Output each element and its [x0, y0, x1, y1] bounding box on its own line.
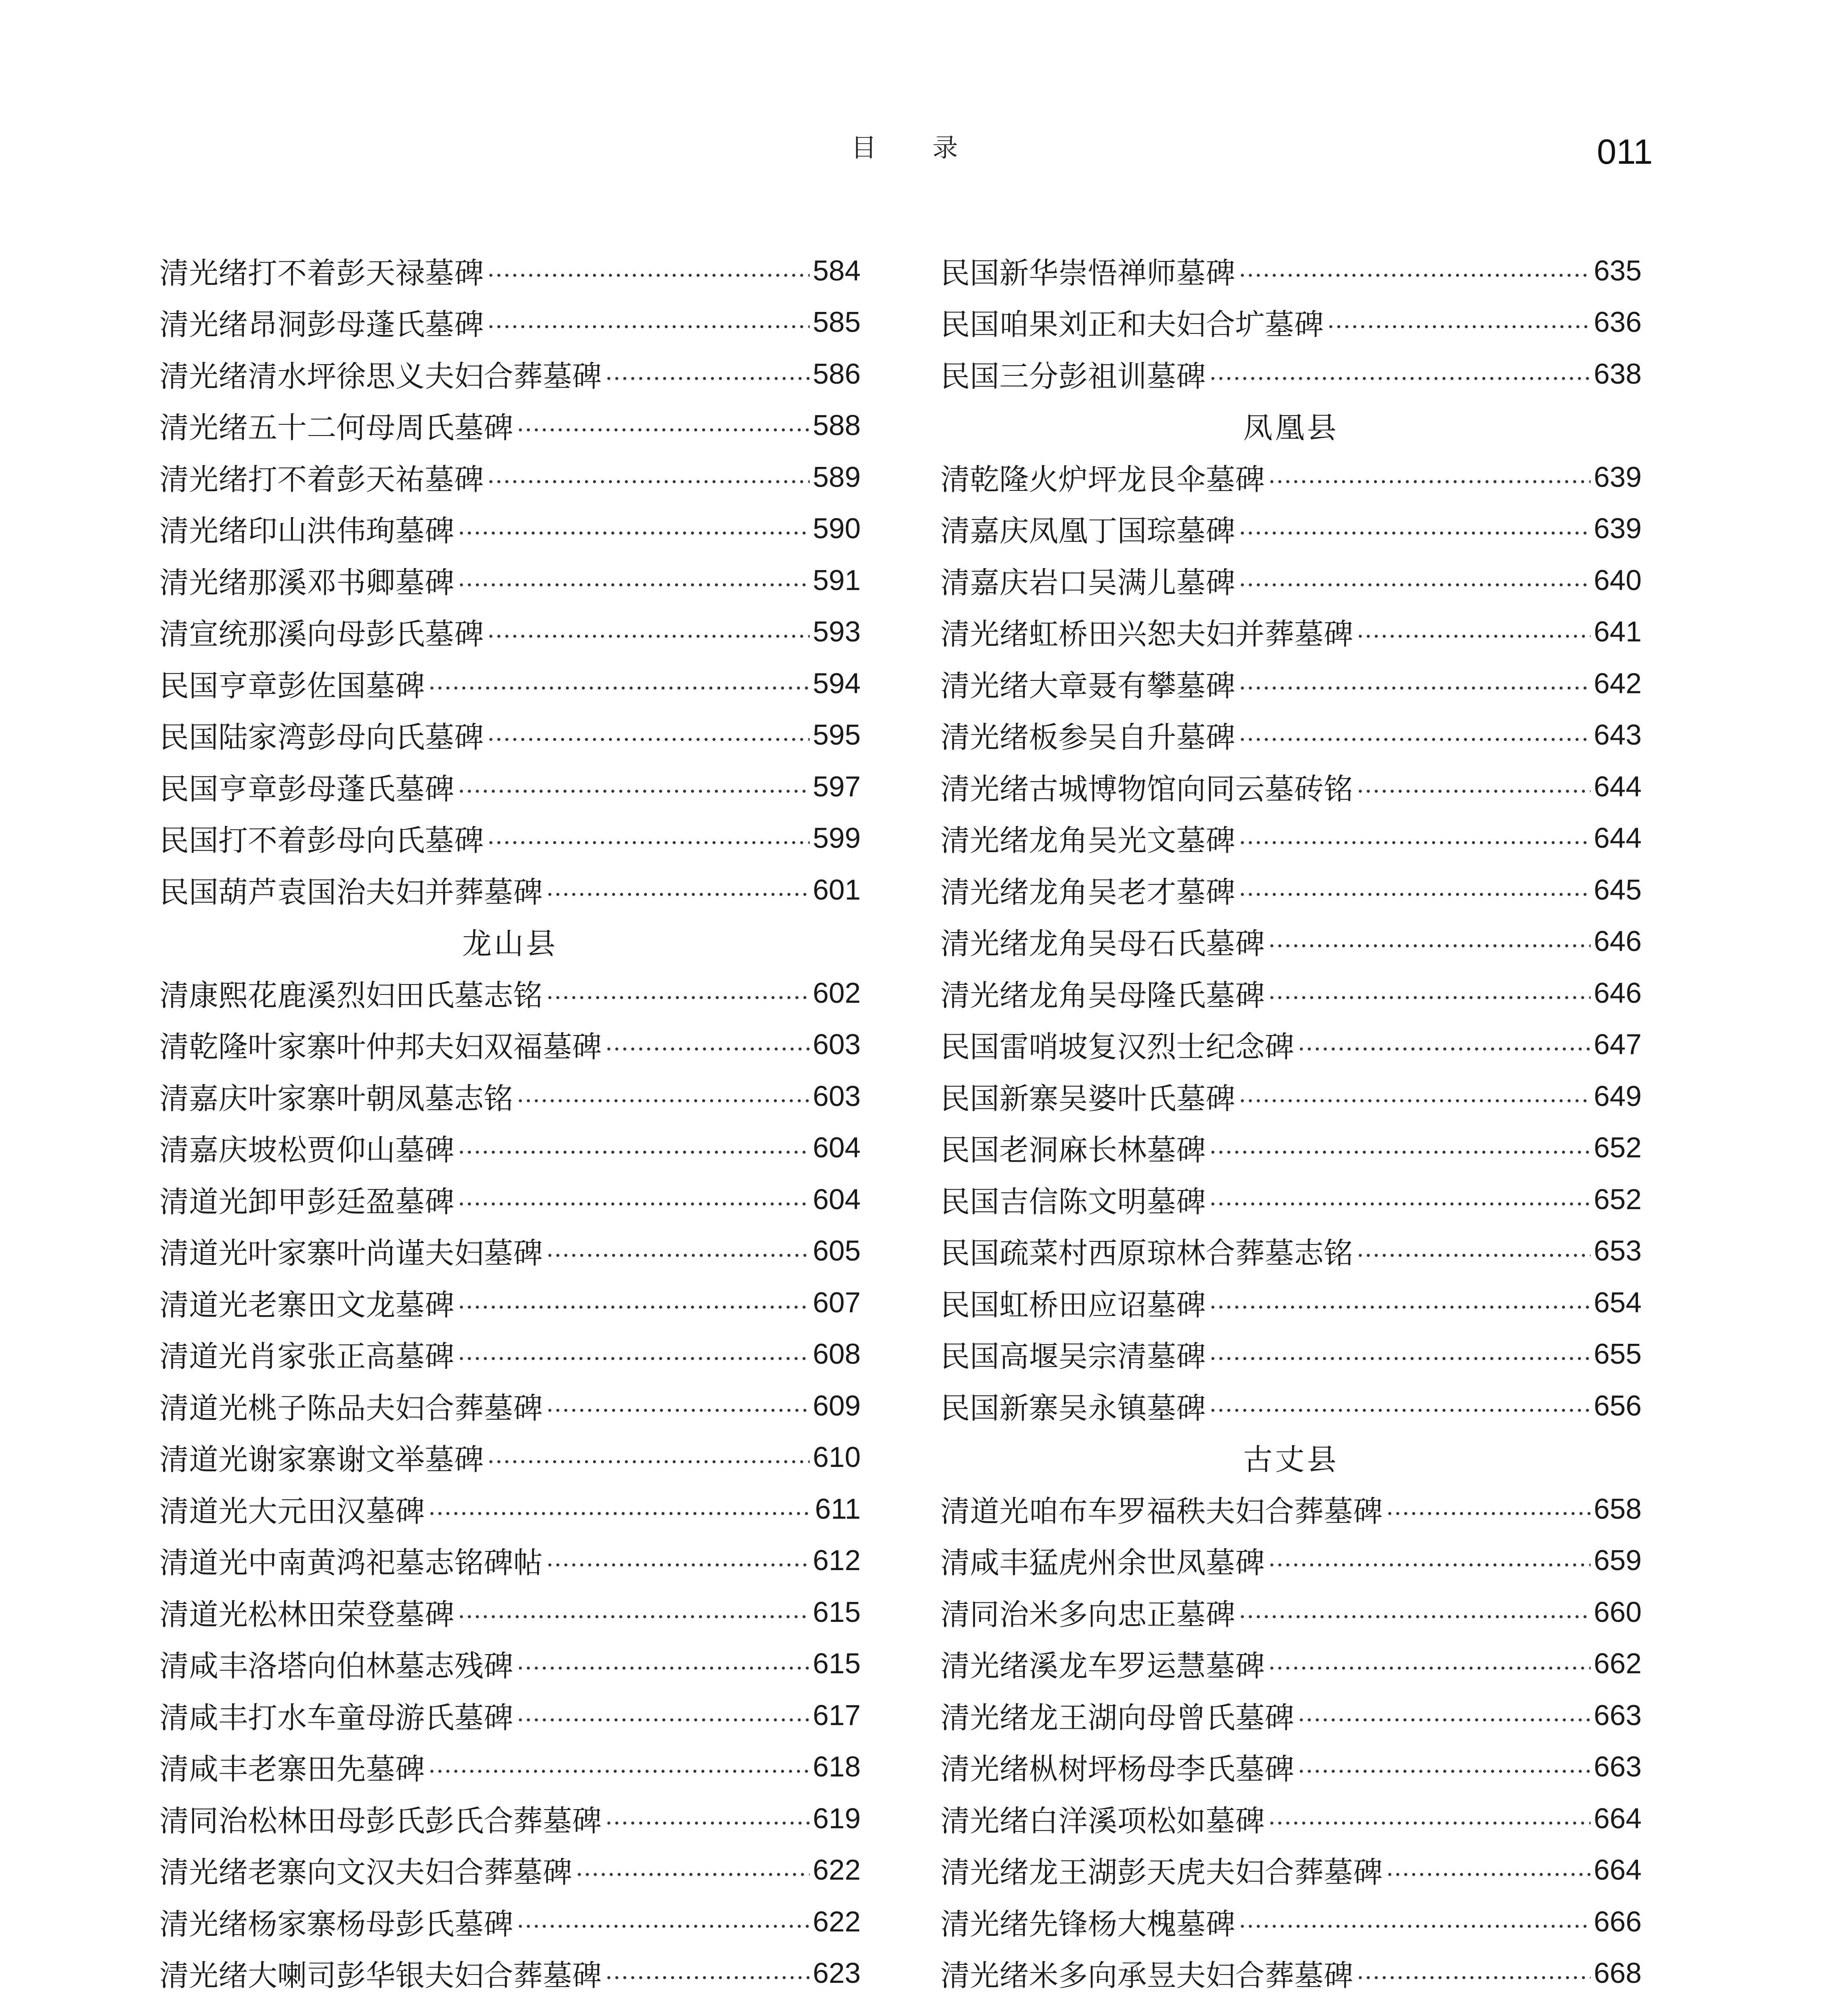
entry-page-number: 610	[812, 1441, 861, 1474]
entry-page-number: 595	[812, 719, 861, 751]
entry-title: 清咸丰洛塔向伯林墓志残碑	[159, 1649, 513, 1684]
dot-leader	[1209, 376, 1591, 380]
section-title: 龙山县	[462, 927, 558, 961]
entry-title: 清光绪打不着彭天祐墓碑	[159, 462, 484, 497]
toc-entry[interactable]	[159, 1071, 861, 1122]
toc-entry[interactable]	[159, 1845, 861, 1896]
entry-page-number: 635	[1593, 255, 1642, 287]
entry-page-number: 636	[1593, 306, 1642, 339]
toc-entry[interactable]	[940, 348, 1642, 400]
entry-page-number: 590	[812, 513, 861, 545]
toc-entry[interactable]	[159, 1793, 861, 1845]
entry-page-number: 638	[1593, 358, 1642, 390]
toc-entry[interactable]	[940, 710, 1642, 761]
entry-title: 民国葫芦袁国治夫妇并葬墓碑	[159, 875, 543, 910]
dot-leader	[1356, 634, 1591, 638]
dot-leader	[605, 1047, 810, 1051]
toc-entry[interactable]	[159, 1483, 861, 1535]
entry-title: 民国咱果刘正和夫妇合圹墓碑	[940, 308, 1324, 342]
dot-leader	[457, 531, 810, 535]
dot-leader	[1238, 841, 1591, 845]
entry-title: 民国亨章彭母蓬氏墓碑	[159, 772, 454, 806]
toc-section-heading	[940, 400, 1642, 452]
entry-page-number: 585	[812, 306, 861, 339]
toc-entry[interactable]	[159, 1896, 861, 1948]
entry-page-number: 658	[1593, 1493, 1642, 1525]
toc-entry[interactable]	[159, 1741, 861, 1793]
entry-title: 民国高堰吴宗清墓碑	[940, 1339, 1206, 1374]
entry-page-number: 652	[1593, 1183, 1642, 1216]
dot-leader	[1268, 1563, 1591, 1567]
toc-entry[interactable]	[940, 658, 1642, 710]
entry-page-number: 666	[1593, 1906, 1642, 1938]
dot-leader	[1297, 1047, 1591, 1051]
dot-leader	[546, 1408, 810, 1412]
entry-page-number: 617	[812, 1699, 861, 1731]
entry-title: 清光绪米多向承昱夫妇合葬墓碑	[940, 1959, 1353, 1992]
dot-leader	[516, 1924, 810, 1928]
entry-title: 清光绪打不着彭天禄墓碑	[159, 256, 484, 290]
dot-leader	[1327, 325, 1591, 329]
dot-leader	[1238, 1615, 1591, 1619]
entry-title: 清咸丰猛虎州余世凤墓碑	[940, 1546, 1265, 1580]
toc-entry[interactable]	[159, 967, 861, 1019]
entry-page-number: 655	[1593, 1338, 1642, 1370]
entry-page-number: 663	[1593, 1699, 1642, 1731]
entry-title: 清道光叶家寨叶尚谨夫妇墓碑	[159, 1236, 543, 1271]
dot-leader	[1356, 1253, 1591, 1257]
dot-leader	[1268, 996, 1591, 1000]
dot-leader	[1209, 1305, 1591, 1309]
toc-entry[interactable]	[159, 1432, 861, 1484]
entry-page-number: 639	[1593, 461, 1642, 493]
toc-entry[interactable]	[940, 1535, 1642, 1587]
running-title: 目 录	[851, 133, 982, 163]
toc-entry[interactable]	[940, 1741, 1642, 1793]
entry-page-number: 591	[812, 564, 861, 596]
toc-section-heading	[159, 916, 861, 968]
entry-page-number: 603	[812, 1080, 861, 1112]
dot-leader	[516, 1099, 810, 1103]
dot-leader	[1238, 737, 1591, 741]
entry-title: 清乾隆叶家寨叶仲邦夫妇双福墓碑	[159, 1030, 602, 1065]
entry-title: 清同治松林田母彭氏彭氏合葬墓碑	[159, 1804, 602, 1838]
entry-title: 清光绪溪龙车罗运慧墓碑	[940, 1649, 1265, 1684]
entry-page-number: 611	[815, 1493, 861, 1525]
entry-page-number: 618	[812, 1751, 861, 1783]
entry-page-number: 646	[1593, 925, 1642, 958]
entry-page-number: 662	[1593, 1648, 1642, 1680]
entry-page-number: 640	[1593, 564, 1642, 596]
entry-title: 清宣统那溪向母彭氏墓碑	[159, 617, 484, 652]
toc-entry[interactable]	[159, 606, 861, 658]
entry-page-number: 589	[812, 461, 861, 493]
toc-entry[interactable]	[940, 1586, 1642, 1638]
dot-leader	[487, 273, 810, 277]
entry-title: 清光绪古城博物馆向同云墓砖铭	[940, 772, 1353, 806]
dot-leader	[1268, 1821, 1591, 1825]
dot-leader	[546, 892, 810, 896]
toc-entry[interactable]	[940, 1174, 1642, 1225]
entry-page-number: 604	[812, 1132, 861, 1164]
dot-leader	[516, 1718, 810, 1722]
entry-page-number: 646	[1593, 977, 1642, 1009]
entry-title: 清光绪大喇司彭华银夫妇合葬墓碑	[159, 1959, 602, 1992]
entry-title: 清道光肖家张正高墓碑	[159, 1339, 454, 1374]
entry-title: 民国新寨吴婆叶氏墓碑	[940, 1081, 1235, 1116]
entry-page-number: 654	[1593, 1286, 1642, 1319]
dot-leader	[487, 480, 810, 484]
toc-entry[interactable]	[159, 245, 861, 297]
dot-leader	[457, 583, 810, 587]
entry-page-number: 615	[812, 1648, 861, 1680]
entry-page-number: 668	[1593, 1957, 1642, 1990]
dot-leader	[546, 1563, 810, 1567]
entry-page-number: 639	[1593, 513, 1642, 545]
entry-title: 清光绪龙角吴母石氏墓碑	[940, 927, 1265, 961]
toc-entry[interactable]	[940, 297, 1642, 349]
entry-page-number: 615	[812, 1596, 861, 1628]
entry-title: 民国三分彭祖训墓碑	[940, 359, 1206, 394]
dot-leader	[1238, 583, 1591, 587]
entry-page-number: 586	[812, 358, 861, 390]
entry-page-number: 664	[1593, 1802, 1642, 1835]
dot-leader	[605, 1821, 810, 1825]
entry-title: 清光绪虹桥田兴恕夫妇并葬墓碑	[940, 617, 1353, 652]
toc-entry[interactable]	[940, 451, 1642, 503]
dot-leader	[605, 376, 810, 380]
dot-leader	[487, 1460, 810, 1464]
dot-leader	[516, 428, 810, 432]
entry-title: 民国亨章彭佐国墓碑	[159, 669, 425, 703]
entry-page-number: 604	[812, 1183, 861, 1216]
dot-leader	[575, 1872, 810, 1876]
entry-title: 清道光桃子陈品夫妇合葬墓碑	[159, 1391, 543, 1425]
entry-page-number: 664	[1593, 1854, 1642, 1886]
entry-page-number: 607	[812, 1286, 861, 1319]
entry-title: 清道光卸甲彭廷盈墓碑	[159, 1184, 454, 1219]
dot-leader	[428, 686, 810, 690]
toc-entry[interactable]	[940, 1845, 1642, 1896]
entry-page-number: 645	[1593, 874, 1642, 906]
entry-title: 清咸丰老寨田先墓碑	[159, 1752, 425, 1787]
entry-title: 清康熙花鹿溪烈妇田氏墓志铭	[159, 978, 543, 1013]
dot-leader	[457, 1357, 810, 1361]
entry-page-number: 612	[812, 1545, 861, 1577]
dot-leader	[457, 1615, 810, 1619]
toc-entry[interactable]	[940, 967, 1642, 1019]
toc-entry[interactable]	[159, 1019, 861, 1071]
entry-title: 清光绪龙王湖彭天虎夫妇合葬墓碑	[940, 1855, 1383, 1890]
entry-title: 清光绪龙王湖向母曾氏墓碑	[940, 1700, 1294, 1735]
entry-page-number: 644	[1593, 822, 1642, 855]
dot-leader	[457, 1202, 810, 1206]
dot-leader	[546, 996, 810, 1000]
entry-title: 清道光谢家寨谢文举墓碑	[159, 1443, 484, 1477]
entry-page-number: 644	[1593, 771, 1642, 803]
toc-entry[interactable]	[159, 297, 861, 349]
entry-title: 清道光咱布车罗福秩夫妇合葬墓碑	[940, 1494, 1383, 1529]
toc-entry[interactable]	[940, 916, 1642, 968]
entry-title: 清光绪五十二何母周氏墓碑	[159, 411, 513, 445]
toc-entry[interactable]	[940, 1483, 1642, 1535]
entry-page-number: 623	[812, 1957, 861, 1990]
toc-section-heading	[940, 1432, 1642, 1484]
entry-title: 清光绪清水坪徐思义夫妇合葬墓碑	[159, 359, 602, 394]
toc-entry[interactable]	[159, 1535, 861, 1587]
toc-entry[interactable]	[940, 864, 1642, 916]
toc-entry[interactable]	[159, 400, 861, 452]
dot-leader	[1238, 531, 1591, 535]
dot-leader	[1209, 1150, 1591, 1154]
entry-page-number: 602	[812, 977, 861, 1009]
toc-entry[interactable]	[940, 1019, 1642, 1071]
page-number: 011	[1597, 132, 1653, 171]
dot-leader	[487, 737, 810, 741]
toc-entry[interactable]	[159, 1174, 861, 1225]
entry-page-number: 659	[1593, 1545, 1642, 1577]
dot-leader	[1268, 944, 1591, 948]
entry-title: 清咸丰打水车童母游氏墓碑	[159, 1700, 513, 1735]
entry-page-number: 588	[812, 410, 861, 442]
entry-title: 清光绪那溪邓书卿墓碑	[159, 565, 454, 600]
entry-page-number: 660	[1593, 1596, 1642, 1628]
dot-leader	[1268, 480, 1591, 484]
entry-page-number: 642	[1593, 667, 1642, 700]
toc-left-column	[159, 245, 861, 1992]
dot-leader	[1209, 1202, 1591, 1206]
toc-entry[interactable]	[159, 555, 861, 606]
entry-title: 清光绪印山洪伟珣墓碑	[159, 514, 454, 549]
toc-entry[interactable]	[940, 606, 1642, 658]
entry-title: 清光绪白洋溪项松如墓碑	[940, 1804, 1265, 1838]
entry-page-number: 653	[1593, 1235, 1642, 1267]
entry-page-number: 599	[812, 822, 861, 855]
dot-leader	[1297, 1769, 1591, 1773]
dot-leader	[1238, 686, 1591, 690]
toc-entry[interactable]	[159, 761, 861, 813]
entry-title: 清光绪大章聂有攀墓碑	[940, 669, 1235, 703]
dot-leader	[1238, 273, 1591, 277]
toc-entry[interactable]	[159, 1122, 861, 1174]
dot-leader	[1238, 1099, 1591, 1103]
toc-entry[interactable]	[159, 864, 861, 916]
entry-title: 民国雷哨坡复汉烈士纪念碑	[940, 1030, 1294, 1065]
toc-entry[interactable]	[940, 1793, 1642, 1845]
entry-page-number: 622	[812, 1906, 861, 1938]
toc-entry[interactable]	[940, 1122, 1642, 1174]
dot-leader	[546, 1253, 810, 1257]
entry-page-number: 649	[1593, 1080, 1642, 1112]
toc-entry[interactable]	[940, 761, 1642, 813]
section-title: 凤凰县	[1243, 411, 1339, 445]
entry-title: 清嘉庆坡松贾仰山墓碑	[159, 1133, 454, 1168]
entry-page-number: 619	[812, 1802, 861, 1835]
toc-entry[interactable]	[940, 1071, 1642, 1122]
entry-page-number: 643	[1593, 719, 1642, 751]
entry-page-number: 603	[812, 1029, 861, 1061]
dot-leader	[1209, 1408, 1591, 1412]
dot-leader	[1356, 789, 1591, 793]
toc-entry[interactable]	[159, 348, 861, 400]
entry-page-number: 641	[1593, 616, 1642, 648]
entry-page-number: 601	[812, 874, 861, 906]
toc-entry[interactable]	[159, 451, 861, 503]
toc-entry[interactable]	[940, 503, 1642, 555]
toc-entry[interactable]	[940, 813, 1642, 865]
entry-title: 清光绪枞树坪杨母李氏墓碑	[940, 1752, 1294, 1787]
toc-entry[interactable]	[940, 1380, 1642, 1432]
entry-page-number: 656	[1593, 1390, 1642, 1422]
toc-right-column	[940, 245, 1642, 1992]
toc-entry[interactable]	[940, 1638, 1642, 1690]
dot-leader	[428, 1769, 810, 1773]
entry-title: 清道光松林田荣登墓碑	[159, 1597, 454, 1632]
dot-leader	[605, 1976, 810, 1980]
entry-title: 民国虹桥田应诏墓碑	[940, 1288, 1206, 1322]
entry-title: 清道光中南黄鸿祀墓志铭碑帖	[159, 1546, 543, 1580]
entry-page-number: 647	[1593, 1029, 1642, 1061]
dot-leader	[1386, 1872, 1591, 1876]
entry-page-number: 584	[812, 255, 861, 287]
toc-entry[interactable]	[940, 1277, 1642, 1329]
entry-title: 清乾隆火炉坪龙艮伞墓碑	[940, 462, 1265, 497]
entry-title: 清光绪龙角吴光文墓碑	[940, 823, 1235, 858]
dot-leader	[457, 1150, 810, 1154]
entry-title: 清光绪老寨向文汉夫妇合葬墓碑	[159, 1855, 572, 1890]
entry-title: 清同治米多向忠正墓碑	[940, 1597, 1235, 1632]
entry-page-number: 622	[812, 1854, 861, 1886]
entry-title: 清嘉庆岩口吴满儿墓碑	[940, 565, 1235, 600]
entry-title: 民国陆家湾彭母向氏墓碑	[159, 720, 484, 755]
entry-title: 民国疏菜村西原琼林合葬墓志铭	[940, 1236, 1353, 1271]
toc-entry[interactable]	[159, 503, 861, 555]
dot-leader	[487, 325, 810, 329]
toc-entry[interactable]	[159, 1638, 861, 1690]
toc-entry[interactable]	[940, 1329, 1642, 1380]
dot-leader	[1209, 1357, 1591, 1361]
toc-entry[interactable]	[159, 710, 861, 761]
entry-title: 清光绪杨家寨杨母彭氏墓碑	[159, 1907, 513, 1941]
entry-title: 清道光老寨田文龙墓碑	[159, 1288, 454, 1322]
dot-leader	[487, 634, 810, 638]
entry-title: 清光绪昂洞彭母蓬氏墓碑	[159, 308, 484, 342]
entry-title: 民国老洞麻长林墓碑	[940, 1133, 1206, 1168]
entry-title: 民国新华崇悟禅师墓碑	[940, 256, 1235, 290]
dot-leader	[457, 1305, 810, 1309]
toc-entry[interactable]	[940, 1896, 1642, 1948]
dot-leader	[1238, 892, 1591, 896]
entry-page-number: 594	[812, 667, 861, 700]
dot-leader	[457, 789, 810, 793]
toc-entry[interactable]	[159, 1380, 861, 1432]
entry-title: 民国打不着彭母向氏墓碑	[159, 823, 484, 858]
toc-entry[interactable]	[159, 1948, 861, 1992]
toc-entry[interactable]	[159, 813, 861, 865]
toc-entry[interactable]	[940, 1690, 1642, 1741]
toc-entry[interactable]	[940, 1948, 1642, 1992]
entry-title: 清光绪龙角吴母隆氏墓碑	[940, 978, 1265, 1013]
entry-page-number: 597	[812, 771, 861, 803]
dot-leader	[1386, 1512, 1591, 1516]
toc-entry[interactable]	[940, 1225, 1642, 1277]
entry-title: 清光绪板参吴自升墓碑	[940, 720, 1235, 755]
toc-entry[interactable]	[159, 658, 861, 710]
dot-leader	[1297, 1718, 1591, 1722]
entry-page-number: 593	[812, 616, 861, 648]
dot-leader	[428, 1512, 812, 1516]
entry-title: 清嘉庆叶家寨叶朝凤墓志铭	[159, 1081, 513, 1116]
entry-title: 清光绪先锋杨大槐墓碑	[940, 1907, 1235, 1941]
entry-title: 民国新寨吴永镇墓碑	[940, 1391, 1206, 1425]
toc-entry[interactable]	[940, 555, 1642, 606]
dot-leader	[1356, 1976, 1591, 1980]
entry-page-number: 663	[1593, 1751, 1642, 1783]
toc-entry[interactable]	[940, 245, 1642, 297]
toc-entry[interactable]	[159, 1586, 861, 1638]
toc-entry[interactable]	[159, 1690, 861, 1741]
toc-entry[interactable]	[159, 1277, 861, 1329]
dot-leader	[487, 841, 810, 845]
entry-page-number: 608	[812, 1338, 861, 1370]
toc-entry[interactable]	[159, 1329, 861, 1380]
section-title: 古丈县	[1243, 1443, 1339, 1477]
dot-leader	[516, 1666, 810, 1670]
entry-page-number: 605	[812, 1235, 861, 1267]
entry-title: 民国吉信陈文明墓碑	[940, 1184, 1206, 1219]
entry-title: 清光绪龙角吴老才墓碑	[940, 875, 1235, 910]
dot-leader	[1268, 1666, 1591, 1670]
entry-page-number: 609	[812, 1390, 861, 1422]
dot-leader	[1238, 1924, 1591, 1928]
entry-page-number: 652	[1593, 1132, 1642, 1164]
entry-title: 清嘉庆凤凰丁国琮墓碑	[940, 514, 1235, 549]
toc-entry[interactable]	[159, 1225, 861, 1277]
entry-title: 清道光大元田汉墓碑	[159, 1494, 425, 1529]
